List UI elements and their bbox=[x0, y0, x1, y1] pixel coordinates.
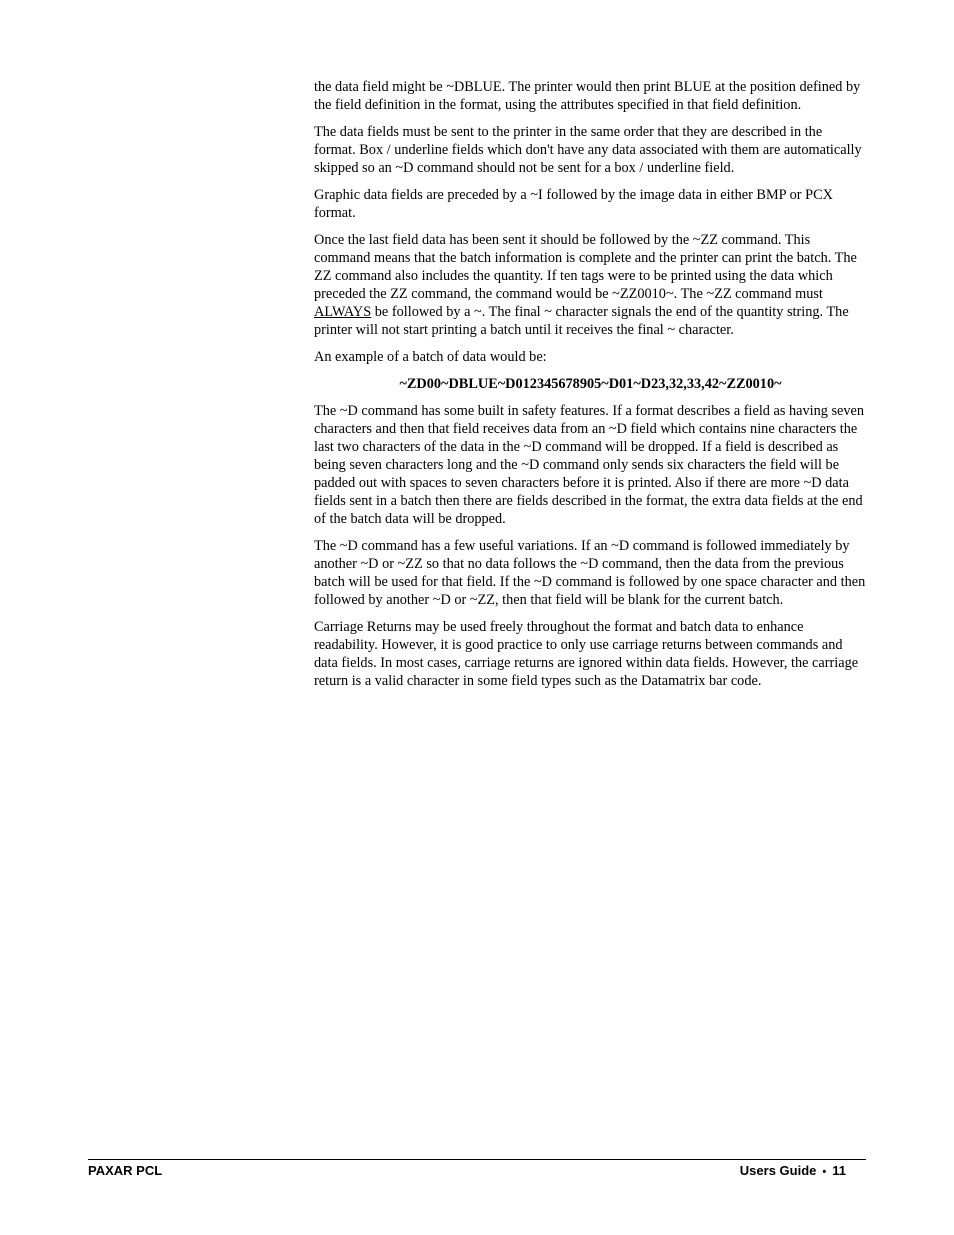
paragraph-example-intro: An example of a batch of data would be: bbox=[314, 349, 547, 365]
footer-page-info bbox=[740, 1163, 846, 1180]
zz-text-before: Once the last field data has been sent it should be followed by the ~ZZ command. This command means that the batch information is complete and the printer can print the batch. The ZZ command also includes the quantity. If ten tags were to be printed using the data which preceded the ZZ command, the command would be ~ZZ0010~. The ~ZZ command must bbox=[314, 232, 857, 302]
paragraph-field-order: The data fields must be sent to the printer in the same order that they are described in the format. Box / underline fields which don't have any data associated with them are automatically skipped so an ~D command should not be sent for a box / underline field. bbox=[314, 124, 862, 176]
footer-product-name: PAXAR PCL bbox=[88, 1163, 163, 1178]
footer-bullet: • bbox=[822, 1166, 827, 1178]
always-emphasis: ALWAYS bbox=[314, 304, 372, 320]
footer-guide-label: Users Guide bbox=[739, 1163, 817, 1178]
batch-data-example: ~ZD00~DBLUE~D012345678905~D01~D23,32,33,42~ZZ0010~ bbox=[399, 376, 782, 392]
footer-page-number: 11 bbox=[832, 1163, 846, 1178]
paragraph-carriage-returns: Carriage Returns may be used freely throughout the format and batch data to enhance readability. However, it is good practice to only use carriage returns between commands and data fields. In most cases, carriage returns are ignored within data fields. However, the carriage return is a valid character in some field types such as the Datamatrix bar code. bbox=[314, 619, 859, 689]
footer-divider bbox=[88, 1159, 866, 1160]
paragraph-safety-features: The ~D command has some built in safety features. If a format describes a field as having seven characters and then that field receives data from an ~D field which contains nine characters the last two characters of the data in the ~D command will be dropped. If a field is described as being seven characters long and the ~D command only sends six characters the field will be padded out with spaces to seven characters before it is printed. Also if there are more ~D data fields sent in a batch then there are fields described in the format, the extra data fields at the end of the batch data will be dropped. bbox=[314, 403, 865, 527]
main-content bbox=[314, 78, 867, 699]
paragraph-zz-command bbox=[314, 231, 867, 339]
zz-text-after: be followed by a ~. The final ~ character signals the end of the quantity string. The printer will not start printing a batch until it receives the final ~ character. bbox=[314, 304, 849, 338]
paragraph-data-field-example: the data field might be ~DBLUE. The printer would then print BLUE at the position defined by the field definition in the format, using the attributes specified in that field definition. bbox=[314, 79, 861, 113]
paragraph-graphic-fields: Graphic data fields are preceded by a ~I followed by the image data in either BMP or PCX format. bbox=[314, 187, 833, 221]
paragraph-variations: The ~D command has a few useful variations. If an ~D command is followed immediately by another ~D or ~ZZ so that no data follows the ~D command, then the data from the previous batch will be used for that field. If the ~D command is followed by one space character and then followed by another ~D or ~ZZ, then that field will be blank for the current batch. bbox=[314, 538, 866, 608]
